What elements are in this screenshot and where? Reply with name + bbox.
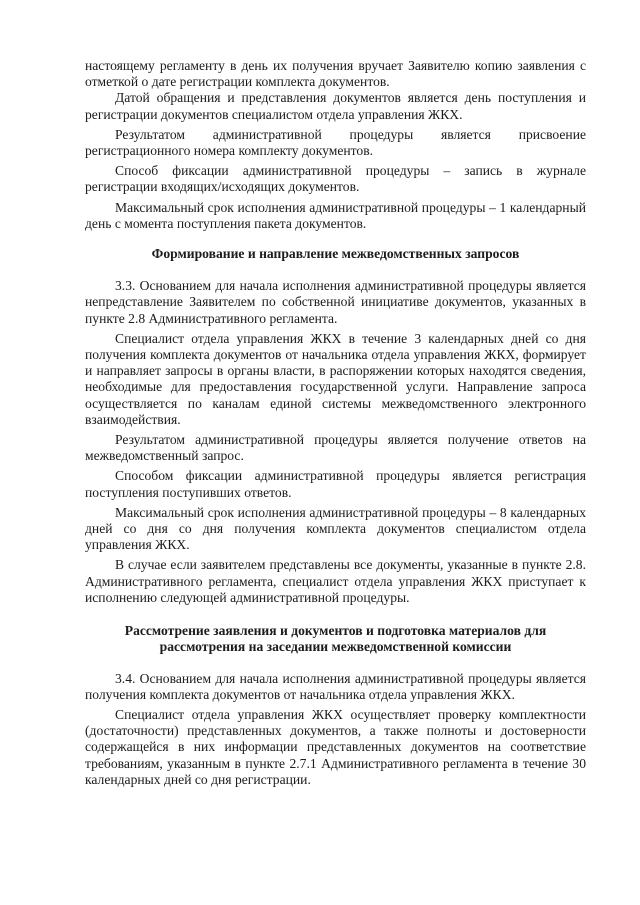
section-heading: Формирование и направление межведомственных запросов	[151, 246, 520, 262]
paragraph: Максимальный срок исполнения административной процедуры – 8 календарных дней со дня со дня получения комплекта документов специалистом отдела управления ЖКХ.	[85, 504, 586, 553]
paragraph: В случае если заявителем представлены все документы, указанные в пункте 2.8. Административного регламента, специалист отдела управления ЖКХ приступает к исполнению следующей административной процедуры.	[85, 557, 586, 605]
paragraph: Максимальный срок исполнения административной процедуры – 1 календарный день с момента поступления пакета документов.	[85, 199, 586, 231]
paragraph: Специалист отдела управления ЖКХ осуществляет проверку комплектности (достаточности) представленных документов, а также полноты и достоверности содержащейся в них информации представленных документов на соответствие требованиям, указанным в пункте 2.7.1 Административного регламента в течение 30 календарных дней со дня регистрации.	[85, 706, 586, 787]
paragraph: Датой обращения и представления документов является день поступления и регистрации документов специалистом отдела управления ЖКХ.	[85, 90, 586, 122]
paragraph: 3.4. Основанием для начала исполнения административной процедуры является получения комплекта документов от начальника отдела управления ЖКХ.	[85, 670, 586, 702]
section-heading: Рассмотрение заявления и документов и подготовка материалов для рассмотрения на заседании межведомственной комиссии	[124, 623, 547, 655]
paragraph: Способом фиксации административной процедуры является регистрация поступления поступивших ответов.	[85, 468, 586, 500]
paragraph: настоящему регламенту в день их получения вручает Заявителю копию заявления с отметкой о дате регистрации комплекта документов.	[85, 58, 586, 90]
paragraph: Результатом административной процедуры является получение ответов на межведомственный запрос.	[85, 432, 586, 464]
paragraph: Специалист отдела управления ЖКХ в течение 3 календарных дней со дня получения комплекта документов от начальника отдела управления ЖКХ, формирует и направляет запросы в органы власти, в распоряжении которых находятся сведения, необходимые для предоставления государственной услуги. Направление запроса осуществляется по каналам единой системы межведомственного электронного взаимодействия.	[85, 330, 586, 427]
paragraph: 3.3. Основанием для начала исполнения административной процедуры является непредставление Заявителем по собственной инициативе документов, указанных в пункте 2.8 Административного регламента.	[85, 278, 586, 326]
paragraph: Способ фиксации административной процедуры – запись в журнале регистрации входящих/исходящих документов.	[85, 163, 586, 195]
paragraph: Результатом административной процедуры является присвоение регистрационного номера комплекту документов.	[85, 126, 586, 159]
